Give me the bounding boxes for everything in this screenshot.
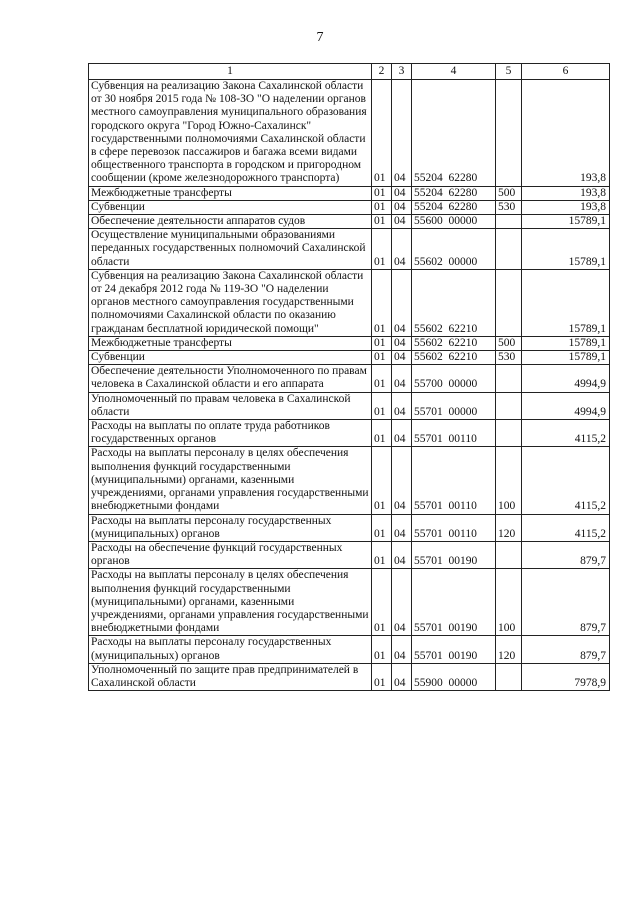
row-csr: 55701 00110 [412, 514, 496, 541]
row-prz: 04 [392, 215, 412, 229]
row-vr: 120 [496, 636, 522, 663]
row-amount: 15789,1 [522, 229, 610, 270]
header-col-6: 6 [522, 64, 610, 80]
table-row [89, 336, 610, 350]
row-rz: 01 [372, 186, 392, 200]
row-amount: 15789,1 [522, 336, 610, 350]
row-rz: 01 [372, 447, 392, 514]
row-amount: 879,7 [522, 541, 610, 568]
table-row [89, 569, 610, 636]
row-prz: 04 [392, 186, 412, 200]
row-amount: 4115,2 [522, 447, 610, 514]
budget-table [88, 63, 610, 691]
row-prz: 04 [392, 336, 412, 350]
row-csr: 55701 00190 [412, 541, 496, 568]
row-prz: 04 [392, 365, 412, 392]
row-amount: 15789,1 [522, 215, 610, 229]
row-name: Межбюджетные трансферты [89, 186, 372, 200]
row-amount: 4994,9 [522, 365, 610, 392]
row-vr: 530 [496, 200, 522, 214]
table-row [89, 229, 610, 270]
table-row [89, 269, 610, 336]
row-prz: 04 [392, 80, 412, 187]
row-rz: 01 [372, 663, 392, 690]
row-prz: 04 [392, 229, 412, 270]
row-prz: 04 [392, 392, 412, 419]
row-rz: 01 [372, 80, 392, 187]
row-csr: 55900 00000 [412, 663, 496, 690]
page-number: 7 [316, 30, 324, 45]
row-rz: 01 [372, 269, 392, 336]
table-row [89, 365, 610, 392]
row-vr [496, 229, 522, 270]
row-rz: 01 [372, 569, 392, 636]
row-prz: 04 [392, 447, 412, 514]
row-csr: 55701 00190 [412, 569, 496, 636]
row-csr: 55204 62280 [412, 186, 496, 200]
row-name: Субвенция на реализацию Закона Сахалинской области от 30 ноября 2015 года № 108-ЗО "О наделении органов местного самоуправления муниципального образования городского округа "Город Южно-Сахалинск" государственными полномочиями Сахалинской области в сфере перевозок пассажиров и багажа всеми видами общественного транспорта в городском и пригородном сообщении (кроме железнодорожного транспорта) [89, 80, 372, 187]
row-csr: 55204 62280 [412, 200, 496, 214]
header-row [89, 64, 610, 80]
row-prz: 04 [392, 569, 412, 636]
row-vr: 500 [496, 336, 522, 350]
row-prz: 04 [392, 200, 412, 214]
table-row [89, 351, 610, 365]
row-vr [496, 663, 522, 690]
row-amount: 4115,2 [522, 514, 610, 541]
row-name: Субвенции [89, 351, 372, 365]
table-row [89, 663, 610, 690]
row-name: Обеспечение деятельности аппаратов судов [89, 215, 372, 229]
table-row [89, 392, 610, 419]
row-vr [496, 365, 522, 392]
row-csr: 55701 00110 [412, 447, 496, 514]
row-rz: 01 [372, 215, 392, 229]
row-vr: 500 [496, 186, 522, 200]
row-vr: 120 [496, 514, 522, 541]
row-rz: 01 [372, 420, 392, 447]
header-col-1: 1 [89, 64, 372, 80]
table-row [89, 215, 610, 229]
row-rz: 01 [372, 365, 392, 392]
row-rz: 01 [372, 229, 392, 270]
row-name: Межбюджетные трансферты [89, 336, 372, 350]
row-vr [496, 392, 522, 419]
row-name: Расходы на выплаты по оплате труда работников государственных органов [89, 420, 372, 447]
table-row [89, 186, 610, 200]
row-amount: 879,7 [522, 569, 610, 636]
row-name: Расходы на выплаты персоналу в целях обеспечения выполнения функций государственными (муниципальными) органами, казенными учреждениями, органами управления государственными внебюджетными фондами [89, 447, 372, 514]
row-amount: 4994,9 [522, 392, 610, 419]
table-row [89, 420, 610, 447]
row-csr: 55602 62210 [412, 269, 496, 336]
row-rz: 01 [372, 200, 392, 214]
row-vr [496, 269, 522, 336]
row-name: Осуществление муниципальными образованиями переданных государственных полномочий Сахалинской области [89, 229, 372, 270]
row-amount: 193,8 [522, 200, 610, 214]
row-name: Расходы на выплаты персоналу в целях обеспечения выполнения функций государственными (муниципальными) органами, казенными учреждениями, органами управления государственными внебюджетными фондами [89, 569, 372, 636]
row-csr: 55602 62210 [412, 336, 496, 350]
row-amount: 879,7 [522, 636, 610, 663]
row-name: Обеспечение деятельности Уполномоченного по правам человека в Сахалинской области и его аппарата [89, 365, 372, 392]
row-name: Уполномоченный по защите прав предпринимателей в Сахалинской области [89, 663, 372, 690]
table-row [89, 636, 610, 663]
row-vr [496, 215, 522, 229]
table-row [89, 514, 610, 541]
header-col-4: 4 [412, 64, 496, 80]
row-csr: 55701 00000 [412, 392, 496, 419]
row-rz: 01 [372, 392, 392, 419]
table-row [89, 80, 610, 187]
row-rz: 01 [372, 351, 392, 365]
row-prz: 04 [392, 514, 412, 541]
row-amount: 193,8 [522, 80, 610, 187]
row-name: Субвенция на реализацию Закона Сахалинской области от 24 декабря 2012 года № 119-ЗО "О наделении органов местного самоуправления государственными полномочиями Сахалинской области по оказанию гражданам бесплатной юридической помощи" [89, 269, 372, 336]
row-vr [496, 80, 522, 187]
row-name: Расходы на обеспечение функций государственных органов [89, 541, 372, 568]
header-col-5: 5 [496, 64, 522, 80]
table-row [89, 541, 610, 568]
row-csr: 55602 00000 [412, 229, 496, 270]
row-name: Субвенции [89, 200, 372, 214]
row-prz: 04 [392, 663, 412, 690]
row-prz: 04 [392, 541, 412, 568]
row-amount: 4115,2 [522, 420, 610, 447]
row-vr [496, 420, 522, 447]
row-prz: 04 [392, 636, 412, 663]
table-row [89, 447, 610, 514]
row-name: Расходы на выплаты персоналу государственных (муниципальных) органов [89, 636, 372, 663]
row-rz: 01 [372, 336, 392, 350]
row-prz: 04 [392, 420, 412, 447]
row-name: Расходы на выплаты персоналу государственных (муниципальных) органов [89, 514, 372, 541]
row-rz: 01 [372, 636, 392, 663]
row-rz: 01 [372, 541, 392, 568]
row-csr: 55204 62280 [412, 80, 496, 187]
row-amount: 15789,1 [522, 351, 610, 365]
row-vr: 100 [496, 569, 522, 636]
row-amount: 7978,9 [522, 663, 610, 690]
row-csr: 55602 62210 [412, 351, 496, 365]
row-csr: 55701 00190 [412, 636, 496, 663]
row-csr: 55600 00000 [412, 215, 496, 229]
row-vr [496, 541, 522, 568]
row-csr: 55700 00000 [412, 365, 496, 392]
row-vr: 100 [496, 447, 522, 514]
header-col-2: 2 [372, 64, 392, 80]
header-col-3: 3 [392, 64, 412, 80]
row-prz: 04 [392, 269, 412, 336]
row-vr: 530 [496, 351, 522, 365]
row-csr: 55701 00110 [412, 420, 496, 447]
row-amount: 15789,1 [522, 269, 610, 336]
row-amount: 193,8 [522, 186, 610, 200]
row-rz: 01 [372, 514, 392, 541]
table-row [89, 200, 610, 214]
row-name: Уполномоченный по правам человека в Сахалинской области [89, 392, 372, 419]
row-prz: 04 [392, 351, 412, 365]
